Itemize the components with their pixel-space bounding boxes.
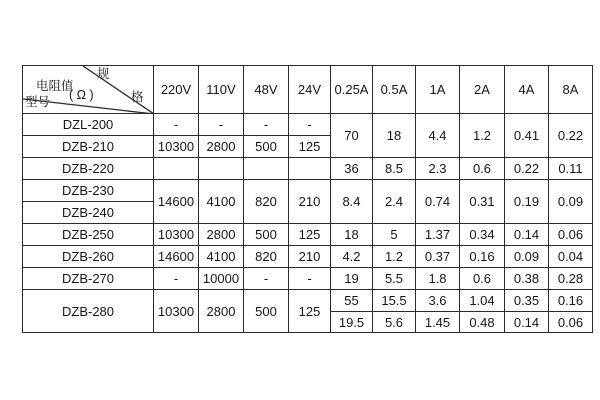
value-cell: 125 <box>289 224 331 246</box>
value-cell: - <box>154 114 199 136</box>
corner-ohm-label: ( Ω ) <box>69 88 94 102</box>
value-cell: - <box>199 114 244 136</box>
col-header-8a: 8A <box>549 66 593 114</box>
value-cell: 0.14 <box>505 312 549 333</box>
row-dzb-250 <box>23 224 593 246</box>
value-cell-merged: 210 <box>289 180 331 224</box>
value-cell: 0.48 <box>460 312 505 333</box>
row-dzb-230 <box>23 180 593 202</box>
col-header-110v: 110V <box>199 66 244 114</box>
value-cell: - <box>244 114 289 136</box>
value-cell: 4.2 <box>331 246 373 268</box>
corner-spec-char-bottom: 格 <box>131 90 144 104</box>
value-cell: 15.5 <box>373 290 416 312</box>
row-dzb-270 <box>23 268 593 290</box>
model-cell-merged: DZB-280 <box>23 290 154 333</box>
value-cell-merged: 0.22 <box>549 114 593 158</box>
value-cell: 10300 <box>154 224 199 246</box>
value-cell: 36 <box>331 158 373 180</box>
value-cell: 2800 <box>199 224 244 246</box>
value-cell: 0.28 <box>549 268 593 290</box>
value-cell: 0.35 <box>505 290 549 312</box>
value-cell: 0.06 <box>549 312 593 333</box>
value-cell-merged: 0.41 <box>505 114 549 158</box>
col-header-24v: 24V <box>289 66 331 114</box>
value-cell-merged: 4.4 <box>416 114 460 158</box>
value-cell: 0.6 <box>460 268 505 290</box>
value-cell: 3.6 <box>416 290 460 312</box>
value-cell: 14600 <box>154 246 199 268</box>
value-cell-merged: 0.31 <box>460 180 505 224</box>
value-cell-merged: 125 <box>289 290 331 333</box>
value-cell: 8.5 <box>373 158 416 180</box>
value-cell: 500 <box>244 224 289 246</box>
value-cell: 55 <box>331 290 373 312</box>
value-cell: 1.45 <box>416 312 460 333</box>
value-cell: 0.09 <box>505 246 549 268</box>
value-cell: 10300 <box>154 136 199 158</box>
value-cell-merged: 2.4 <box>373 180 416 224</box>
value-cell: 19.5 <box>331 312 373 333</box>
model-cell: DZL-200 <box>23 114 154 136</box>
value-cell: 1.2 <box>373 246 416 268</box>
value-cell: 1.37 <box>416 224 460 246</box>
model-cell: DZB-250 <box>23 224 154 246</box>
value-cell: 0.06 <box>549 224 593 246</box>
value-cell: 2800 <box>199 136 244 158</box>
col-header-220v: 220V <box>154 66 199 114</box>
value-cell: 210 <box>289 246 331 268</box>
value-cell: 0.14 <box>505 224 549 246</box>
model-cell: DZB-230 <box>23 180 154 202</box>
value-cell: 0.22 <box>505 158 549 180</box>
value-cell: 2.3 <box>416 158 460 180</box>
value-cell: 1.8 <box>416 268 460 290</box>
corner-spec-char-top: 规 <box>97 67 110 81</box>
value-cell-merged: 70 <box>331 114 373 158</box>
value-cell: 1.04 <box>460 290 505 312</box>
empty-cell <box>154 158 199 180</box>
empty-cell <box>244 158 289 180</box>
value-cell: 0.11 <box>549 158 593 180</box>
row-dzb-260 <box>23 246 593 268</box>
value-cell-merged: 820 <box>244 180 289 224</box>
model-cell: DZB-220 <box>23 158 154 180</box>
value-cell: - <box>244 268 289 290</box>
value-cell: 0.16 <box>549 290 593 312</box>
value-cell-merged: 0.74 <box>416 180 460 224</box>
header-row <box>23 66 593 114</box>
value-cell: 5 <box>373 224 416 246</box>
model-cell: DZB-270 <box>23 268 154 290</box>
corner-resistance-label: 电阻值 <box>36 79 74 93</box>
col-header-1a: 1A <box>416 66 460 114</box>
value-cell-merged: 0.19 <box>505 180 549 224</box>
value-cell: - <box>154 268 199 290</box>
empty-cell <box>289 158 331 180</box>
value-cell: 820 <box>244 246 289 268</box>
model-cell: DZB-210 <box>23 136 154 158</box>
value-cell: 5.5 <box>373 268 416 290</box>
value-cell: 0.37 <box>416 246 460 268</box>
value-cell: 500 <box>244 136 289 158</box>
value-cell: 19 <box>331 268 373 290</box>
value-cell-merged: 500 <box>244 290 289 333</box>
value-cell: - <box>289 268 331 290</box>
value-cell: 0.34 <box>460 224 505 246</box>
resistance-spec-table <box>22 65 593 333</box>
col-header-0-5a: 0.5A <box>373 66 416 114</box>
col-header-2a: 2A <box>460 66 505 114</box>
row-dzb-220 <box>23 158 593 180</box>
value-cell: 10000 <box>199 268 244 290</box>
value-cell-merged: 4100 <box>199 180 244 224</box>
value-cell-merged: 18 <box>373 114 416 158</box>
value-cell: - <box>289 114 331 136</box>
empty-cell <box>199 158 244 180</box>
value-cell-merged: 2800 <box>199 290 244 333</box>
value-cell-merged: 10300 <box>154 290 199 333</box>
value-cell: 4100 <box>199 246 244 268</box>
col-header-0-25a: 0.25A <box>331 66 373 114</box>
value-cell-merged: 8.4 <box>331 180 373 224</box>
value-cell: 0.16 <box>460 246 505 268</box>
corner-model-label: 型号 <box>25 95 51 109</box>
value-cell-merged: 1.2 <box>460 114 505 158</box>
corner-header-cell <box>23 66 154 114</box>
col-header-4a: 4A <box>505 66 549 114</box>
value-cell: 18 <box>331 224 373 246</box>
value-cell: 0.38 <box>505 268 549 290</box>
row-dzb-280-upper <box>23 290 593 312</box>
model-cell: DZB-240 <box>23 202 154 224</box>
row-dzl-200 <box>23 114 593 136</box>
value-cell: 125 <box>289 136 331 158</box>
value-cell-merged: 0.09 <box>549 180 593 224</box>
col-header-48v: 48V <box>244 66 289 114</box>
value-cell-merged: 14600 <box>154 180 199 224</box>
value-cell: 0.6 <box>460 158 505 180</box>
model-cell: DZB-260 <box>23 246 154 268</box>
value-cell: 0.04 <box>549 246 593 268</box>
value-cell: 5.6 <box>373 312 416 333</box>
